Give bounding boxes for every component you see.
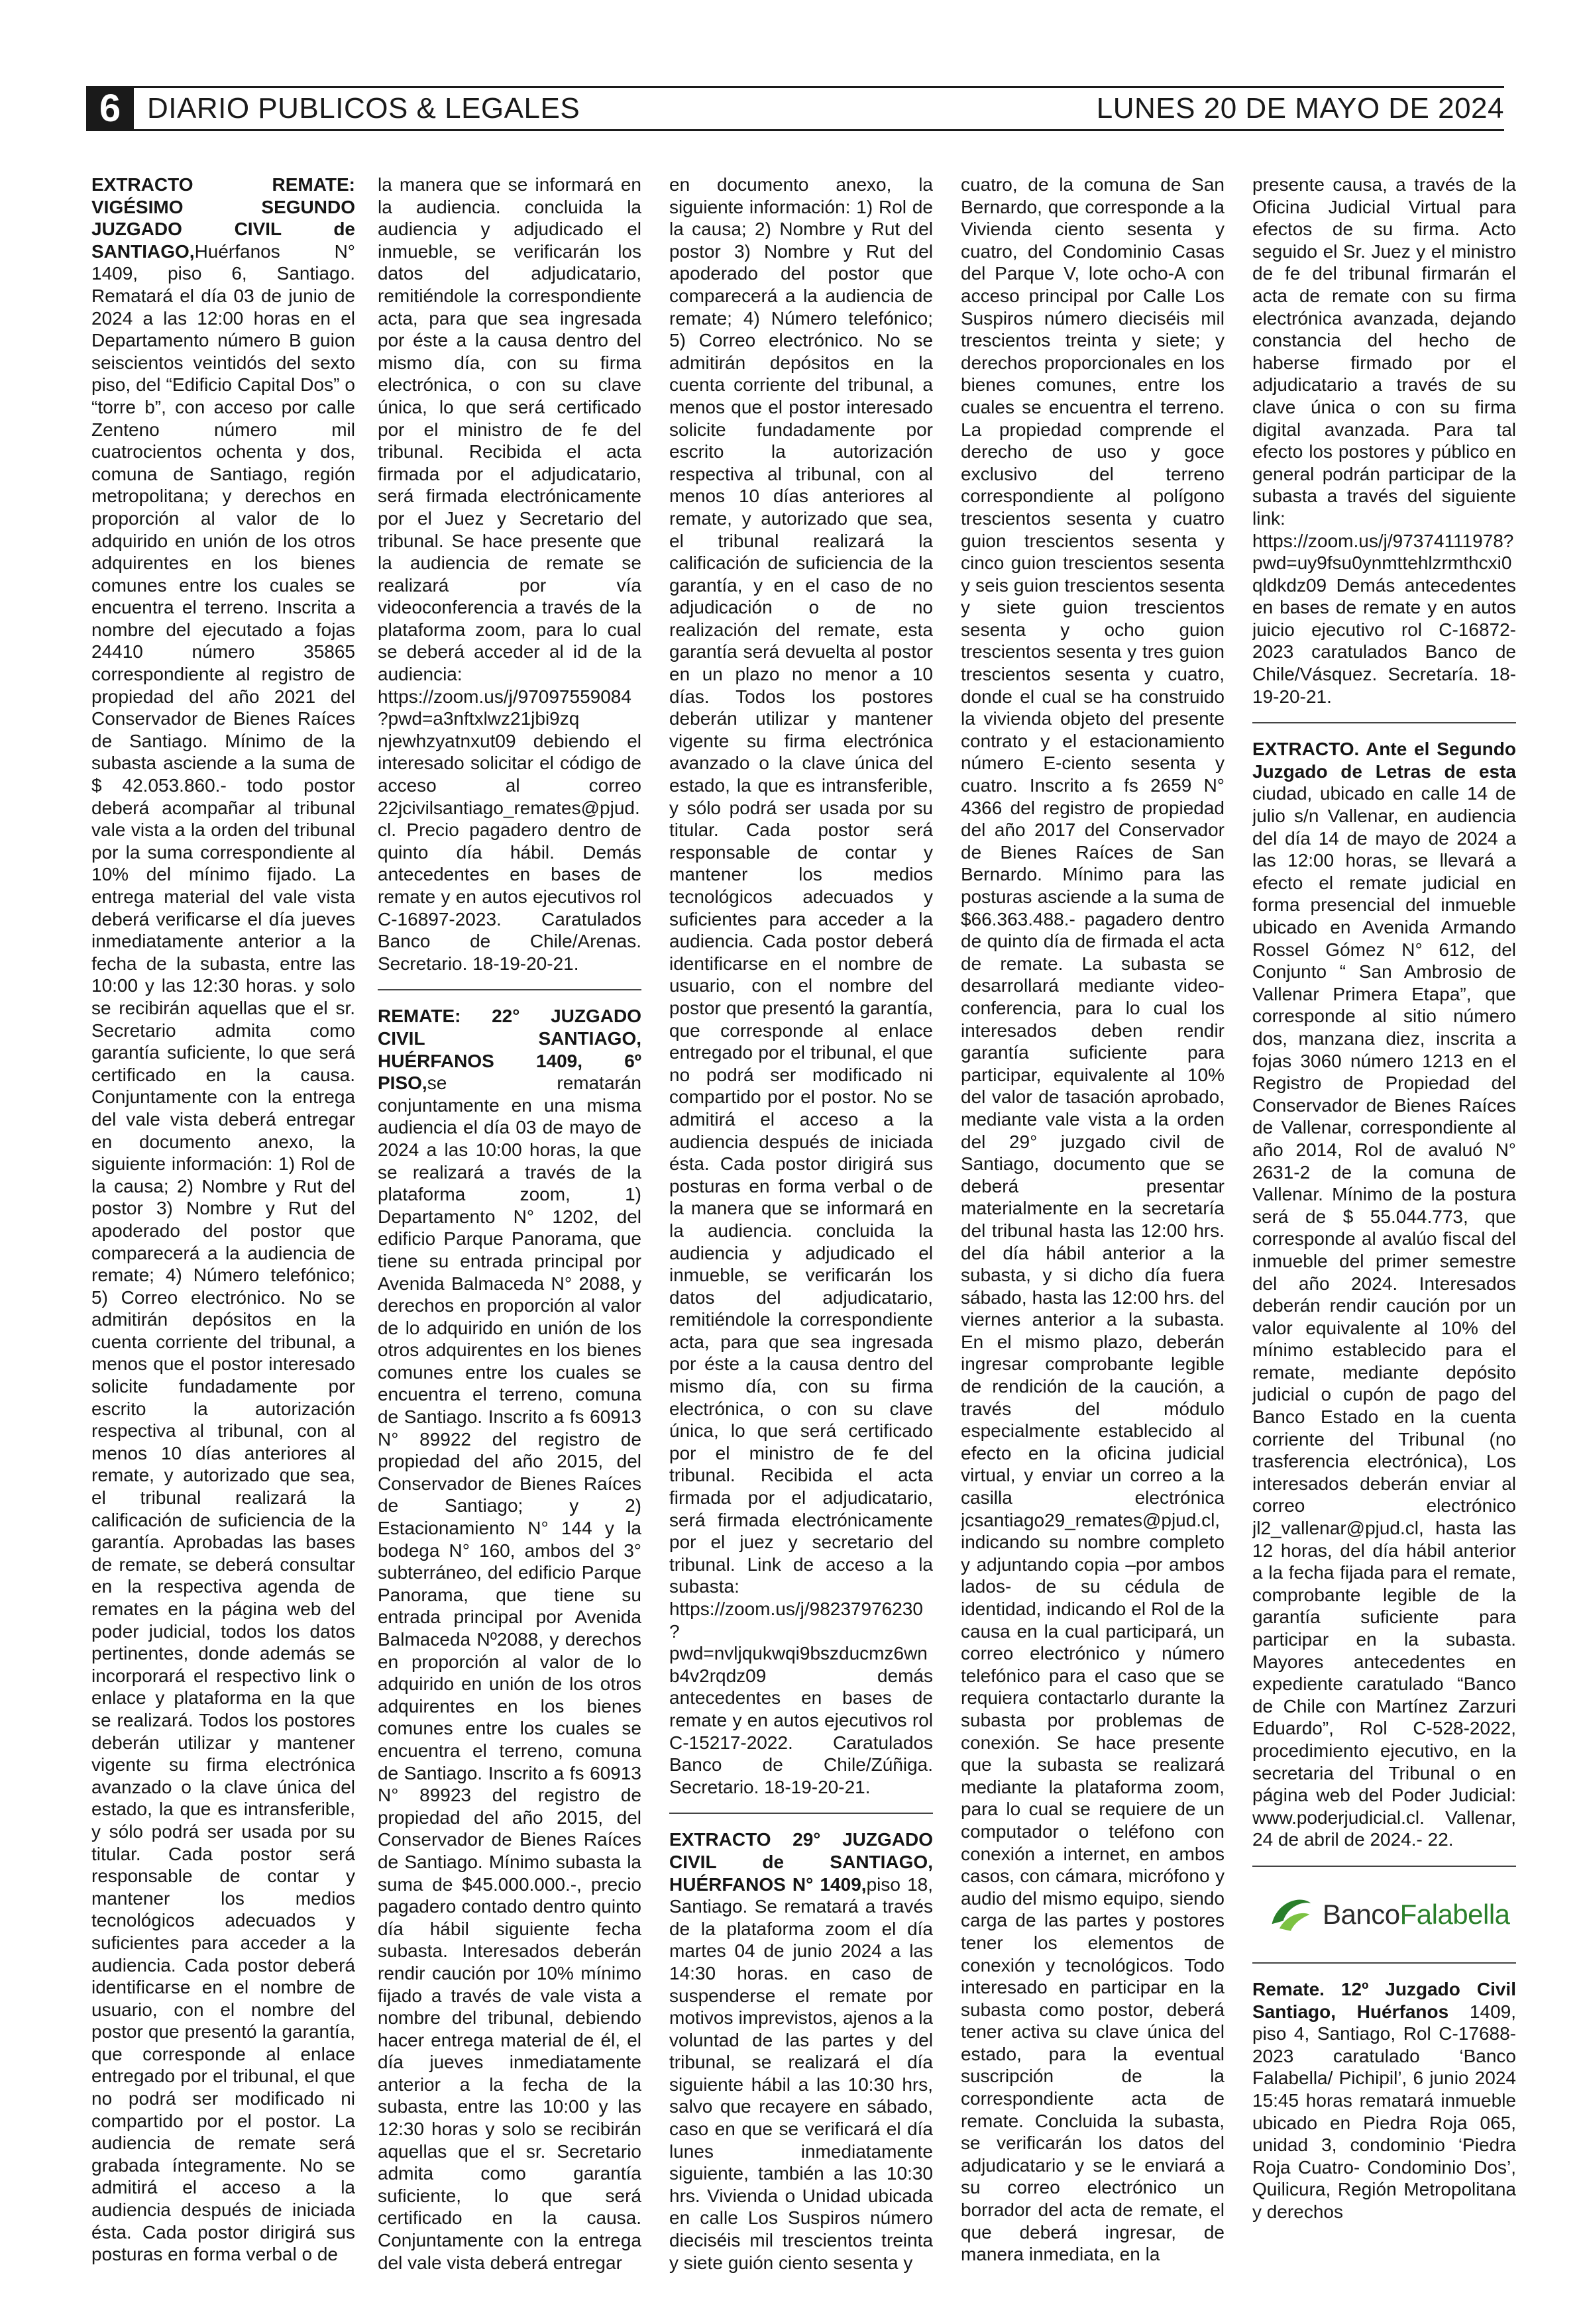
notice-divider [1252,1962,1516,1964]
publication-name: DIARIO PUBLICOS & LEGALES [147,92,580,125]
column-3: en documento anexo, la siguiente información: 1) Rol de la causa; 2) Nombre y Rut del postor 3) Nombre y Rut del apoderado del postor que comparecerá a la audiencia de remate; 4) Número telefónico; 5) Correo electrónico. No se admitirán depósitos en la cuenta corriente del tribunal, a menos que el postor interesado solicite fundadamente por escrito la autorización respectiva al tribunal, con al menos 10 días anteriores al remate, y autorizado que sea, el tribunal realizará la calificación de suficiencia de la garantía, y en el caso de no adjudicación o de no realización del remate, esta garantía será devuelta al postor en un plazo no menor a 10 días. Todos los postores deberán utilizar y mantener vigente su firma electrónica avanzado o la clave única del estado, la que es intransferible, y sólo podrá ser usada por su titular. Cada postor será responsable de contar y mantener los medios tecnológicos adecuados y suficientes para acceder a la audiencia. Cada postor deberá identificarse en el nombre de usuario, con el nombre del postor que presentó la garantía, que corresponde al enlace entregado por el tribunal, el que no podrá ser modificado ni compartido por el postor. No se admitirá el acceso a la audiencia después de iniciada ésta. Cada postor dirigirá sus posturas en forma verbal o de la manera que se informará en la audiencia. concluida la audiencia y adjudicado el inmueble, se verificarán los datos del adjudicatario, remitiéndole la correspondiente acta, para que sea ingresada por éste a la causa dentro del mismo día, con su firma electrónica, o con su clave única, lo que será certificado por el ministro de fe del tribunal. Recibida el acta firmada por el adjudicatario, será firmada electrónicamente por el juez y secretario del tribunal. Link de acceso a la subasta: https://zoom.us/j/98237976230?pwd=nvljqukwqi9bszducmz6wnb4v2rqdz09 demás antecedentes en bases de remate y en autos ejecutivos rol C-15217-2022. Caratulados Banco de Chile/Zúñiga. Secretario. 18-19-20-21. EXTRACTO 29° JUZGADO CIVIL de SANTIAGO, HUÉRFANOS N° 1409,piso 18, Santiago. Se rematará a través de la plataforma zoom el día martes 04 de junio 2024 a las 14:30 horas. en caso de suspenderse el remate por motivos imprevistos, ajenos a la voluntad de las partes y del tribunal, se realizará el día siguiente hábil a las 10:30 hrs, salvo que recayere en sábado, caso en que se verificará el día lunes inmediatamente siguiente, también a las 10:30 hrs. Vivienda o Unidad ubicada en calle Los Suspiros número dieciséis mil trescientos treinta y siete guión ciento sesenta y [669,174,933,2273]
banco-falabella-swoosh-icon [1266,1889,1316,1940]
notice-divider [1252,1866,1516,1867]
logo-text-banco: Banco [1323,1899,1400,1930]
notice-divider [1252,722,1516,723]
column-2: la manera que se informará en la audiencia. concluida la audiencia y adjudicado el inmueble, se verificarán los datos del adjudicatario, remitiéndole la correspondiente acta, para que sea ingresada por éste a la causa dentro del mismo día, con su firma electrónica, o con su clave única, lo que será certificado por el ministro de fe del tribunal. Recibida el acta firmada por el adjudicatario, será firmada electrónicamente por el Juez y Secretario del tribunal. Se hace presente que la audiencia de remate se realizará por vía videoconferencia a través de la plataforma zoom, para lo cual se deberá acceder al id de la audiencia: https://zoom.us/j/97097559084?pwd=a3nftxlwz21jbi9zq njewhzyatnxut09 debiendo el interesado solicitar el código de acceso al correo 22jcivilsantiago_remates@pjud.cl. Precio pagadero dentro de quinto día hábil. Demás antecedentes en bases de remate y en autos ejecutivos rol C-16897-2023. Caratulados Banco de Chile/Arenas. Secretario. 18-19-20-21. REMATE: 22° JUZGADO CIVIL SANTIAGO, HUÉRFANOS 1409, 6º PISO,se rematarán conjuntamente en una misma audiencia el día 03 de mayo de 2024 a las 10:00 horas, la que se realizará a través de la plataforma zoom, 1) Departamento N° 1202, del edificio Parque Panorama, que tiene su entrada principal por Avenida Balmaceda N° 2088, y derechos en proporción al valor de lo adquirido en unión de los otros adquirentes en los bienes comunes entre los cuales se encuentra el terreno, comuna de Santiago. Inscrito a fs 60913 N° 89922 del registro de propiedad del año 2015, del Conservador de Bienes Raíces de Santiago; y 2) Estacionamiento N° 144 y la bodega N° 160, ambos del 3° subterráneo, del edificio Parque Panorama, que tiene su entrada principal por Avenida Balmaceda Nº2088, y derechos en proporción al valor de lo adquirido en unión de los otros adquirentes en los bienes comunes entre los cuales se encuentra el terreno, comuna de Santiago. Inscrito a fs 60913 N° 89923 del registro de propiedad del año 2015, del Conservador de Bienes Raíces de Santiago. Mínimo subasta la suma de $45.000.000.-, precio pagadero contado dentro quinto día hábil siguiente fecha subasta. Interesados deberán rendir caución por 10% mínimo fijado a través de vale vista a nombre del tribunal, debiendo hacer entrega material de él, el día jueves inmediatamente anterior a la fecha de la subasta, entre las 10:00 y las 12:30 horas y solo se recibirán aquellas que el sr. Secretario admita como garantía suficiente, lo que será certificado en la causa. Conjuntamente con la entrega del vale vista deberá entregar [378,174,641,2273]
notice-divider [378,989,641,990]
logo-text-falabella: Falabella [1399,1899,1510,1930]
column-5: presente causa, a través de la Oficina Judicial Virtual para efectos de su firma. Acto seguido el Sr. Juez y el ministro de fe del tribunal firmarán el acta de remate con su firma electrónica avanzada, dejando constancia del hecho de haberse firmado por el adjudicatario a través de su clave única o con su firma digital avanzada. Para tal efecto los postores y público en general podrán participar de la subasta a través del siguiente link: https://zoom.us/j/97374111978?pwd=uy9fsu0ynmttehlzrmthcxi0qldkdz09 Demás antecedentes en bases de remate y en autos juicio ejecutivo rol C-16872-2023 caratulados Banco de Chile/Vásquez. Secretaría. 18-19-20-21. EXTRACTO. Ante el Segundo Juzgado de Letras de esta ciudad, ubicado en calle 14 de julio s/n Vallenar, en audiencia del día 14 de mayo de 2024 a las 12:00 horas, se llevará a efecto el remate judicial en forma presencial del inmueble ubicado en Avenida Armando Rossel Gómez N° 612, del Conjunto “ San Ambrosio de Vallenar Primera Etapa”, que corresponde al sitio número dos, manzana diez, inscrita a fojas 3060 número 1213 en el Registro de Propiedad del Conservador de Bienes Raíces de Vallenar, correspondiente al año 2014, Rol de avaluó N° 2631-2 de la comuna de Vallenar. Mínimo de la postura será de $ 55.044.773, que corresponde al avalúo fiscal del inmueble del primer semestre del año 2024. Interesados deberán rendir caución por un valor equivalente al 10% del mínimo establecido para el remate, mediante depósito judicial o cupón de pago del Banco Estado en la cuenta corriente del Tribunal (no trasferencia electrónica), Los interesados deberán enviar al correo electrónico jl2_vallenar@pjud.cl, hasta las 12 horas, del día hábil anterior a la fecha fijada para el remate, comprobante legible de la garantía suficiente para participar en la subasta. Mayores antecedentes en expediente caratulado “Banco de Chile con Martínez Zarzuri Eduardo”, Rol C-528-2022, procedimiento ejecutivo, en la secretaria del Tribunal o en página web del Poder Judicial: www.poderjudicial.cl. Vallenar, 24 de abril de 2024.- 22. BancoFalabella Remate. 12º Juzgado Civil Santiago, Huérfanos 1409, piso 4, Santiago, Rol C-17688-2023 caratulado ‘Banco Falabella/ Pichipil’, 6 junio 2024 15:45 horas rematará inmueble ubicado en Piedra Roja 065, unidad 3, condominio ‘Piedra Roja Cuatro- Condominio Dos’, Quilicura, Región Metropolitana y derechos [1252,174,1516,2222]
notice-body: 1409, piso 4, Santiago, Rol C-17688-2023 caratulado ‘Banco Falabella/ Pichipil’, 6 junio 2024 15:45 horas rematará inmueble ubicado en Piedra Roja 065, unidad 3, condominio ‘Piedra Roja Cuatro- Condominio Dos’, Quilicura, Región Metropolitana y derechos [1252,2001,1516,2222]
notice-heading: Remate. 12º Juzgado Civil Santiago, Huérfanos [1252,1978,1516,2022]
column-4: cuatro, de la comuna de San Bernardo, que corresponde a la Vivienda ciento sesenta y cuatro, del Condominio Casas del Parque V, lote ocho-A con acceso principal por Calle Los Suspiros número dieciséis mil trescientos treinta y siete; y derechos proporcionales en los bienes comunes, entre los cuales se encuentra el terreno. La propiedad comprende el derecho de uso y goce exclusivo del terreno correspondiente al polígono trescientos sesenta y cuatro guion trescientos sesenta y cinco guion trescientos sesenta y seis guion trescientos sesenta y siete guion trescientos sesenta y ocho guion trescientos sesenta y tres guion trescientos sesenta y cuatro, donde el cual se ha construido la vivienda objeto del presente contrato y el estacionamiento número E-ciento sesenta y cuatro. Inscrito a fs 2659 N° 4366 del registro de propiedad del año 2017 del Conservador de Bienes Raíces de San Bernardo. Mínimo para las posturas asciende a la suma de $66.363.488.- pagadero dentro de quinto día de firmada el acta de remate. La subasta se desarrollará mediante video-conferencia, para lo cual los interesados deben rendir garantía suficiente para participar, equivalente al 10% del valor de tasación aprobado, mediante vale vista a la orden del 29° juzgado civil de Santiago, documento que se deberá presentar materialmente en la secretaría del tribunal hasta las 12:00 hrs. del día hábil anterior a la subasta, y si dicho día fuera sábado, hasta las 12:00 hrs. del viernes anterior a la subasta. En el mismo plazo, deberán ingresar comprobante legible de rendición de la caución, a través del módulo especialmente establecido al efecto en la oficina judicial virtual, y enviar un correo a la casilla electrónica jcsantiago29_remates@pjud.cl, indicando su nombre completo y adjuntando copia –por ambos lados- de su cédula de identidad, indicando el Rol de la causa en la cual participará, un correo electrónico y número telefónico para el caso que se requiera contactarlo durante la subasta por problemas de conexión. Se hace presente que la subasta se realizará mediante la plataforma zoom, para lo cual se requiere de un computador o teléfono con conexión a internet, en ambos casos, con cámara, micrófono y audio del mismo equipo, siendo carga de las partes y postores tener los elementos de conexión y tecnológicos. Todo interesado en participar en la subasta como postor, deberá tener activa su clave única del estado, para la eventual suscripción de la correspondiente acta de remate. Concluida la subasta, se verificarán los datos del adjudicatario y se le enviará a su correo electrónico un borrador del acta de remate, el que deberá ingresar, de manera inmediata, en la [961,174,1225,2265]
notice-divider [669,1813,933,1814]
page-number: 6 [86,86,134,131]
notice-heading: EXTRACTO. Ante el Segundo Juzgado de Letras de esta [1252,739,1516,782]
page-header [86,86,1504,131]
publication-date: LUNES 20 DE MAYO DE 2024 [1096,92,1504,125]
notice-body: ciudad, ubicado en calle 14 de julio s/n Vallenar, en audiencia del día 14 de mayo de 2024 a las 12:00 horas, se llevará a efecto el remate judicial en forma presencial del inmueble ubicado en Avenida Armando Rossel Gómez N° 612, del Conjunto “ San Ambrosio de Vallenar Primera Etapa”, que corresponde al sitio número dos, manzana diez, inscrita a fojas 3060 número 1213 en el Registro de Propiedad del Conservador de Bienes Raíces de Vallenar, correspondiente al año 2014, Rol de avaluó N° 2631-2 de la comuna de Vallenar. Mínimo de la postura será de $ 55.044.773, que corresponde al avalúo fiscal del inmueble del primer semestre del año 2024. Interesados deberán rendir caución por un valor equivalente al 10% del mínimo establecido para el remate, mediante depósito judicial o cupón de pago del Banco Estado en la cuenta corriente del Tribunal (no trasferencia electrónica), Los interesados deberán enviar al correo electrónico jl2_vallenar@pjud.cl, hasta las 12 horas, del día hábil anterior a la fecha fijada para el remate, comprobante legible de la garantía suficiente para participar en la subasta. Mayores antecedentes en expediente caratulado “Banco de Chile con Martínez Zarzuri Eduardo”, Rol C-528-2022, procedimiento ejecutivo, en la secretaria del Tribunal o en página web del Poder Judicial: www.poderjudicial.cl. Vallenar, 24 de abril de 2024.- 22. [1252,783,1516,1850]
column-1: EXTRACTO REMATE: VIGÉSIMO SEGUNDO JUZGADO CIVIL de SANTIAGO,Huérfanos N° 1409, piso 6, Santiago. Rematará el día 03 de junio de 2024 a las 12:00 horas en el Departamento número B guion seiscientos veintidós del sexto piso, del “Edificio Capital Dos” o “torre b”, con acceso por calle Zenteno número mil cuatrocientos ochenta y dos, comuna de Santiago, región metropolitana; y derechos en proporción al valor de lo adquirido en unión de los otros adquirentes en los bienes comunes entre los cuales se encuentra el terreno. Inscrita a nombre del ejecutado a fojas 24410 número 35865 correspondiente al registro de propiedad del año 2021 del Conservador de Bienes Raíces de Santiago. Mínimo de la subasta asciende a la suma de $ 42.053.860.- todo postor deberá acompañar al tribunal vale vista a la orden del tribunal por la suma correspondiente al 10% del mínimo fijado. La entrega material del vale vista deberá verificarse el día jueves inmediatamente anterior a la fecha de la subasta, entre las 10:00 y las 12:30 horas. y solo se recibirán aquellas que el sr. Secretario admita como garantía suficiente, lo que será certificado en la causa. Conjuntamente con la entrega del vale vista deberá entregar en documento anexo, la siguiente información: 1) Rol de la causa; 2) Nombre y Rut del postor 3) Nombre y Rut del apoderado del postor que comparecerá a la audiencia de remate; 4) Número telefónico; 5) Correo electrónico. No se admitirán depósitos en la cuenta corriente del tribunal, a menos que el postor interesado solicite fundadamente por escrito la autorización respectiva al tribunal, con al menos 10 días anteriores al remate, y autorizado que sea, el tribunal realizará la calificación de suficiencia de la garantía. Aprobadas las bases de remate, se deberá consultar en la respectiva agenda de remates en la página web del poder judicial, todos los datos pertinentes, donde además se incorporará el respectivo link o enlace y plataforma en la que se realizará. Todos los postores deberán utilizar y mantener vigente su firma electrónica avanzado o la clave única del estado, la que es intransferible, y sólo podrá ser usada por su titular. Cada postor será responsable de contar y mantener los medios tecnológicos adecuados y suficientes para acceder a la audiencia. Cada postor deberá identificarse en el nombre de usuario, con el nombre del postor que presentó la garantía, que corresponde al enlace entregado por el tribunal, el que no podrá ser modificado ni compartido por el postor. La audiencia de remate será grabada íntegramente. No se admitirá el acceso a la audiencia después de iniciada ésta. Cada postor dirigirá sus posturas en forma verbal o de [91,174,355,2265]
